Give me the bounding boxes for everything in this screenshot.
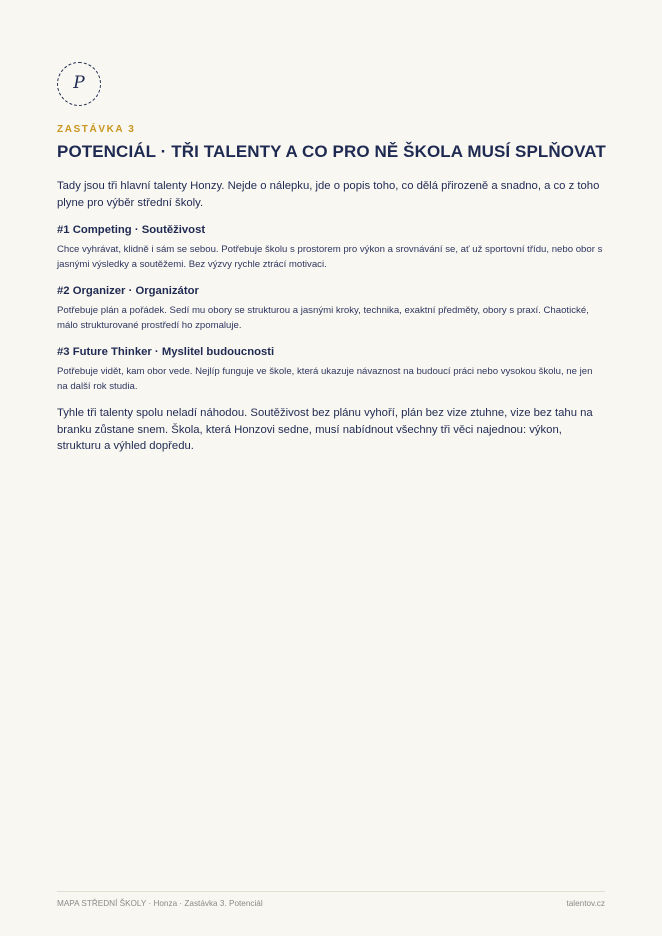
intro-paragraph: Tady jsou tři hlavní talenty Honzy. Nejde o nálepku, jde o popis toho, co dělá přirozeně a snadno, a co z toho plyne pro výběr střední školy. (57, 180, 600, 209)
footer-divider (57, 891, 605, 892)
closing-paragraph: Tyhle tři talenty spolu neladí náhodou. Soutěživost bez plánu vyhoří, plán bez vize ztuhne, vize bez tahu na branku zůstane snem. Škola, která Honzovi sedne, musí nabídnout všechny tři věci najednou: výkon, strukturu a výhled dopředu. (57, 407, 593, 452)
talent-heading: #2 Organizer · Organizátor (57, 285, 199, 297)
talent-item-competing (57, 223, 605, 272)
talent-description: Potřebuje plán a pořádek. Sedí mu obory se strukturou a jasnými kroky, technika, exaktní předměty, obory s praxí. Chaotické, málo strukturované prostředí ho zpomaluje. (57, 305, 589, 331)
page-title: POTENCIÁL · TŘI TALENTY A CO PRO NĚ ŠKOLA MUSÍ SPLŇOVAT (57, 142, 606, 161)
talent-heading: #3 Future Thinker · Myslitel budoucnosti (57, 346, 275, 358)
document-page (57, 0, 605, 936)
talent-heading: #1 Competing · Soutěživost (57, 224, 206, 236)
potencial-badge-icon (57, 62, 101, 106)
footer-document-info: MAPA STŘEDNÍ ŠKOLY · Honza · Zastávka 3. Potenciál (57, 899, 263, 908)
section-eyebrow: ZASTÁVKA 3 (57, 124, 136, 135)
talent-item-organizer (57, 284, 605, 333)
talent-description: Chce vyhrávat, klidně i sám se sebou. Potřebuje školu s prostorem pro výkon a srovnávání se, ať už sportovní třídu, nebo obor s jasnými výsledky a soutěžemi. Bez výzvy rychle ztrácí motivaci. (57, 244, 603, 270)
badge-letter: P (73, 73, 85, 93)
talent-item-future-thinker (57, 345, 605, 394)
footer-site-link[interactable]: talentov.cz (566, 899, 605, 908)
talent-description: Potřebuje vidět, kam obor vede. Nejlíp funguje ve škole, která ukazuje návaznost na budoucí práci nebo vysokou školu, ne jen na další rok studia. (57, 366, 593, 392)
